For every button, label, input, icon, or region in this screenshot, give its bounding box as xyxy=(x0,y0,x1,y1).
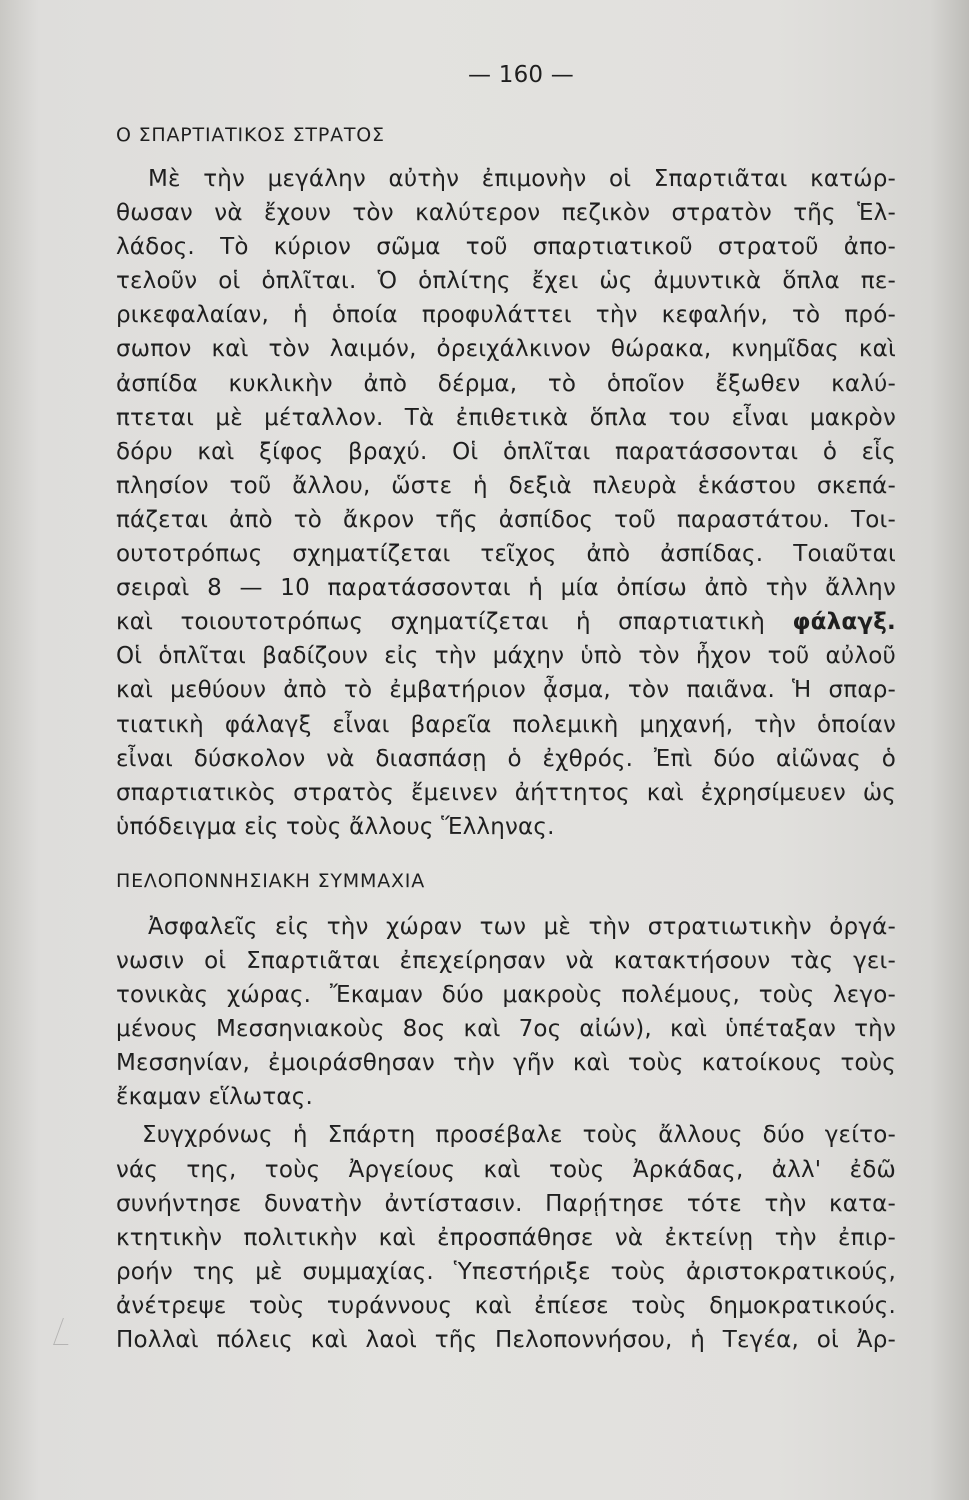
text-line: δόρυ καὶ ξίφος βραχύ. Οἱ ὁπλῖται παρατάσσονται ὁ εἷς xyxy=(116,438,896,465)
text-line: καὶ μεθύουν ἀπὸ τὸ ἐμβατήριον ᾆσμα, τὸν παιᾶνα. Ἡ σπαρ- xyxy=(116,677,896,704)
text-line: σειραὶ 8 — 10 παρατάσσονται ἡ μία ὀπίσω ἀπὸ τὴν ἄλλην xyxy=(116,575,896,602)
text-line: τιατικὴ φάλαγξ εἶναι βαρεῖα πολεμικὴ μηχανή, τὴν ὁποίαν xyxy=(116,711,896,738)
text-line: ρικεφαλαίαν, ἡ ὁποία προφυλάττει τὴν κεφαλήν, τὸ πρό- xyxy=(116,302,896,329)
text-line: Πολλαὶ πόλεις καὶ λαοὶ τῆς Πελοποννήσου, ἡ Τεγέα, οἱ Ἀρ- xyxy=(116,1327,896,1353)
text-line-with-emphasis xyxy=(116,605,896,639)
text-line: ἀσπίδα κυκλικὴν ἀπὸ δέρμα, τὸ ὁποῖον ἔξωθεν καλύ- xyxy=(116,370,896,397)
text-line: σπαρτιατικὸς στρατὸς ἔμεινεν ἀήττητος καὶ ἐχρησίμευεν ὡς xyxy=(116,779,896,806)
text-line: ουτοτρόπως σχηματίζεται τεῖχος ἀπὸ ἀσπίδας. Τοιαῦται xyxy=(116,541,896,568)
page-number: — 160 — xyxy=(468,62,574,88)
text-line: κτητικὴν πολιτικὴν καὶ ἐπροσπάθησε νὰ ἐκτείνῃ τὴν ἐπιρ- xyxy=(116,1224,896,1251)
text-line: Ἀσφαλεῖς εἰς τὴν χώραν των μὲ τὴν στρατιωτικὴν ὀργά- xyxy=(148,913,896,940)
text-line: τονικὰς χώρας. Ἔκαμαν δύο μακροὺς πολέμους, τοὺς λεγο- xyxy=(116,982,896,1009)
text-line: σωπον καὶ τὸν λαιμόν, ὀρειχάλκινον θώρακα, κνημῖδας καὶ xyxy=(116,336,896,363)
text-span: καὶ τοιουτοτρόπως σχηματίζεται ἡ σπαρτιατικὴ xyxy=(116,609,766,636)
pencil-check-mark xyxy=(53,1318,78,1345)
text-line: ροήν της μὲ συμμαχίας. Ὑπεστήριξε τοὺς ἀριστοκρατικούς, xyxy=(116,1258,896,1285)
paragraph-alliances xyxy=(116,1118,896,1357)
text-line: νάς της, τοὺς Ἀργείους καὶ τοὺς Ἀρκάδας, ἀλλ' ἐδῶ xyxy=(116,1156,896,1183)
text-line: μένους Μεσσηνιακοὺς 8ος καὶ 7ος αἰών), καὶ ὑπέταξαν τὴν xyxy=(116,1016,896,1043)
text-line: Μεσσηνίαν, ἐμοιράσθησαν τὴν γῆν καὶ τοὺς κατοίκους τοὺς xyxy=(116,1050,896,1077)
text-line: νωσιν οἱ Σπαρτιᾶται ἐπεχείρησαν νὰ κατακτήσουν τὰς γει- xyxy=(116,947,896,974)
section-heading-spartan-army: Ο ΣΠΑΡΤΙΑΤΙΚΟΣ ΣΤΡΑΤΟΣ xyxy=(116,124,385,146)
text-line: ἔκαμαν εἵλωτας. xyxy=(116,1084,314,1111)
text-line: ἀνέτρεψε τοὺς τυράννους καὶ ἐπίεσε τοὺς δημοκρατικούς. xyxy=(116,1292,896,1319)
text-line: εἶναι δύσκολον νὰ διασπάσῃ ὁ ἐχθρός. Ἐπὶ δύο αἰῶνας ὁ xyxy=(116,745,896,772)
text-line: Μὲ τὴν μεγάλην αὐτὴν ἐπιμονὴν οἱ Σπαρτιᾶται κατώρ- xyxy=(148,166,896,192)
text-line: λάδος. Τὸ κύριον σῶμα τοῦ σπαρτιατικοῦ στρατοῦ ἀπο- xyxy=(116,234,896,261)
page-text xyxy=(116,58,896,1357)
paragraph-conquest xyxy=(116,910,896,1115)
text-line: ὑπόδειγμα εἰς τοὺς ἄλλους Ἕλληνας. xyxy=(116,813,555,840)
text-line: Συγχρόνως ἡ Σπάρτη προσέβαλε τοὺς ἄλλους δύο γείτο- xyxy=(142,1122,896,1149)
section-heading-peloponnesian-league: ΠΕΛΟΠΟΝΝΗΣΙΑΚΗ ΣΥΜΜΑΧΙΑ xyxy=(116,869,426,892)
text-line: πτεται μὲ μέταλλον. Τὰ ἐπιθετικὰ ὅπλα του εἶναι μακρὸν xyxy=(116,404,896,431)
paragraph-spartan-army xyxy=(116,162,896,844)
text-line: συνήντησε δυνατὴν ἀντίστασιν. Παρῄτησε τότε τὴν κατα- xyxy=(116,1190,896,1217)
text-line: πλησίον τοῦ ἄλλου, ὥστε ἡ δεξιὰ πλευρὰ ἑκάστου σκεπά- xyxy=(116,472,896,499)
text-line: Οἱ ὁπλῖται βαδίζουν εἰς τὴν μάχην ὑπὸ τὸν ἦχον τοῦ αὐλοῦ xyxy=(116,643,896,670)
text-line: τελοῦν οἱ ὁπλῖται. Ὁ ὁπλίτης ἔχει ὡς ἀμυντικὰ ὅπλα πε- xyxy=(116,268,896,295)
text-line: θωσαν νὰ ἔχουν τὸν καλύτερον πεζικὸν στρατὸν τῆς Ἑλ- xyxy=(116,200,896,227)
emphasis-phalanx: φάλαγξ. xyxy=(792,609,896,636)
text-line: πάζεται ἀπὸ τὸ ἄκρον τῆς ἀσπίδος τοῦ παραστάτου. Τοι- xyxy=(116,506,896,533)
